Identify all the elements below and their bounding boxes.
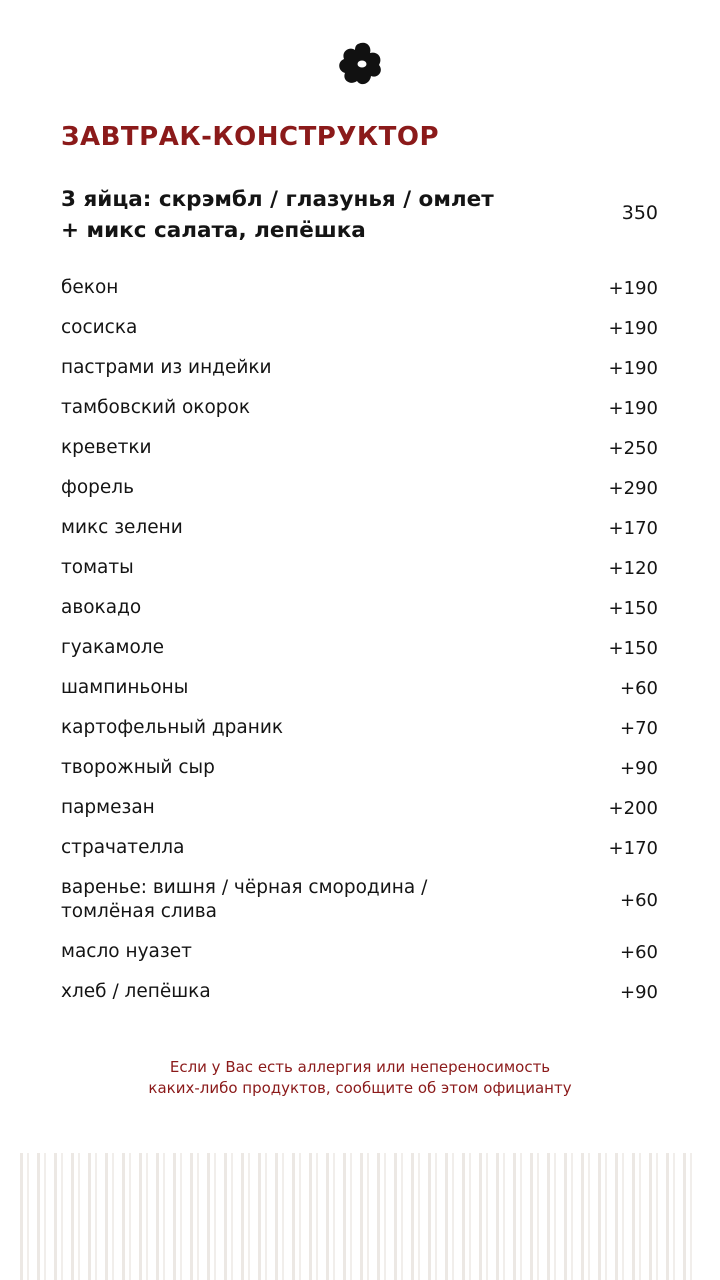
base-dish-description: [61, 184, 658, 246]
addon-item-price: +250: [608, 437, 658, 459]
decorative-stripes: [20, 1153, 700, 1280]
addon-item: [61, 468, 658, 508]
addon-item: [61, 972, 658, 1012]
addon-item-name: томаты: [61, 557, 134, 578]
addon-item-name: варенье: вишня / чёрная смородина / томлёная слива: [61, 877, 428, 922]
addon-item-price: +60: [620, 941, 658, 963]
addon-item-name: авокадо: [61, 597, 142, 618]
addon-item: [61, 708, 658, 748]
addon-item: [61, 348, 658, 388]
addon-item-price: +190: [608, 397, 658, 419]
addon-item-name: хлеб / лепёшка: [61, 981, 211, 1002]
addon-item-name: форель: [61, 477, 134, 498]
addon-item: [61, 508, 658, 548]
addon-list: [61, 268, 658, 1012]
addon-item: [61, 628, 658, 668]
addon-item-price: +290: [608, 477, 658, 499]
addon-item: [61, 668, 658, 708]
addon-item-price: +150: [608, 637, 658, 659]
base-dish-line-2: + микс салата, лепёшка: [61, 218, 366, 243]
addon-item-price: +190: [608, 317, 658, 339]
addon-item: [61, 788, 658, 828]
addon-item-name: масло нуазет: [61, 941, 192, 962]
addon-item-price: +190: [608, 357, 658, 379]
addon-item: [61, 548, 658, 588]
addon-item: [61, 388, 658, 428]
addon-item: [61, 308, 658, 348]
flower-blot-icon: [336, 40, 384, 90]
addon-item-name: творожный сыр: [61, 757, 215, 778]
addon-item-price: +60: [620, 677, 658, 699]
addon-item-name: микс зелени: [61, 517, 183, 538]
base-dish: [61, 184, 658, 246]
addon-item-name: гуакамоле: [61, 637, 164, 658]
allergy-note-line-1: Если у Вас есть аллергия или непереносимость: [169, 1058, 551, 1076]
addon-item-price: +60: [620, 889, 658, 911]
addon-item-price: +120: [608, 557, 658, 579]
addon-item: [61, 588, 658, 628]
addon-item-name: пармезан: [61, 797, 155, 818]
addon-item-name: сосиска: [61, 317, 138, 338]
base-dish-line-1: 3 яйца: скрэмбл / глазунья / омлет: [61, 187, 494, 212]
addon-item-name: тамбовский окорок: [61, 397, 251, 418]
addon-item-price: +90: [620, 757, 658, 779]
addon-item-price: +170: [608, 517, 658, 539]
addon-item-price: +90: [620, 981, 658, 1003]
addon-item-price: +150: [608, 597, 658, 619]
addon-item: [61, 932, 658, 972]
base-dish-price: 350: [621, 202, 658, 224]
addon-item-name: креветки: [61, 437, 152, 458]
addon-item-name: шампиньоны: [61, 677, 189, 698]
addon-item-name: пастрами из индейки: [61, 357, 272, 378]
addon-item-price: +70: [620, 717, 658, 739]
allergy-note: [0, 1057, 720, 1099]
addon-item: [61, 428, 658, 468]
addon-item-price: +190: [608, 277, 658, 299]
addon-item: [61, 828, 658, 868]
addon-item-name: картофельный драник: [61, 717, 284, 738]
addon-item: [61, 268, 658, 308]
addon-item: [61, 748, 658, 788]
addon-item-price: +170: [608, 837, 658, 859]
addon-item-price: +200: [608, 797, 658, 819]
addon-item-name: страчателла: [61, 837, 185, 858]
allergy-note-line-2: каких-либо продуктов, сообщите об этом официанту: [148, 1079, 572, 1097]
menu-section-title: ЗАВТРАК-КОНСТРУКТОР: [61, 122, 440, 152]
addon-item: [61, 868, 658, 932]
addon-item-name: бекон: [61, 277, 119, 298]
